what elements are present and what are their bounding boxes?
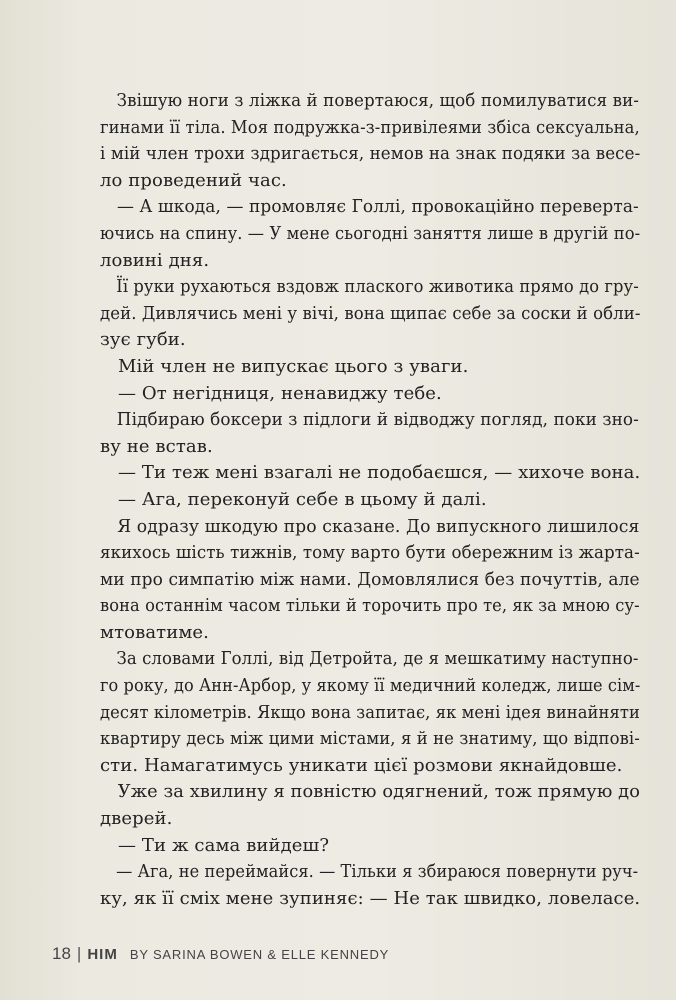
text-line: — Ти ж сама вийдеш? [118, 834, 330, 856]
text-line: — От негідниця, ненавиджу тебе. [118, 382, 442, 404]
paragraph [100, 407, 640, 460]
paragraph [100, 646, 640, 779]
page-number: 18 [52, 944, 71, 963]
text-line: якихось шість тижнів, тому варто бути обережним із жарта- [100, 542, 640, 564]
paragraph [100, 487, 640, 514]
text-line: ло проведений час. [100, 169, 287, 191]
paragraph [100, 514, 640, 647]
book-authors: BY SARINA BOWEN & ELLE KENNEDY [129, 946, 390, 962]
text-line: — Ти теж мені взагалі не подобаєшся, — хихоче вона. [118, 462, 641, 484]
text-line: ву не встав. [100, 435, 213, 457]
text-line: Її руки рухаються вздовж плаского животика прямо до гру- [116, 276, 639, 298]
paragraph [100, 460, 640, 487]
paragraph [100, 194, 640, 274]
text-line: десят кілометрів. Якщо вона запитає, як мені ідея винайняти [100, 701, 640, 723]
paragraph [100, 274, 640, 354]
text-line: сти. Намагатимусь уникати цієї розмови якнайдовше. [100, 754, 623, 776]
paragraph [100, 859, 640, 912]
text-line: зує губи. [100, 329, 186, 351]
text-line: Підбираю боксери з підлоги й відводжу погляд, поки зно- [116, 409, 639, 431]
text-line: вона останнім часом тільки й торочить про те, як за мною су- [100, 595, 640, 617]
paragraph [100, 354, 640, 381]
book-title: HIM [87, 945, 118, 963]
text-line: дей. Дивлячись мені у вічі, вона щипає себе за соски й обли- [100, 302, 641, 324]
footer-separator: | [76, 944, 82, 963]
page-footer [52, 944, 389, 964]
text-line: дверей. [100, 808, 173, 830]
text-line: — Ага, переконуй себе в цьому й далі. [118, 488, 487, 510]
text-line: Уже за хвилину я повністю одягнений, тож прямую до [117, 781, 640, 803]
text-line: За словами Голлі, від Детройта, де я мешкатиму наступно- [116, 648, 639, 670]
text-line: Мій член не випускає цього з уваги. [118, 355, 469, 377]
text-line: гинами її тіла. Моя подружка-з-привілеями збіса сексуальна, [100, 116, 640, 138]
text-line: Я одразу шкодую про сказане. До випускного лишилося [117, 515, 640, 537]
text-line: Звішую ноги з ліжка й повертаюся, щоб помилуватися ви- [116, 90, 640, 111]
text-line: — Ага, не переймайся. — Тільки я збираюся повернути руч- [116, 861, 639, 883]
text-line: го року, до Анн-Арбор, у якому її медичний коледж, лише сім- [100, 675, 641, 697]
text-line: ловині дня. [100, 249, 210, 271]
paragraph [100, 833, 640, 860]
text-line: ми про симпатію між нами. Домовлялися без почуттів, але [100, 568, 640, 590]
paragraph [100, 88, 640, 194]
text-line: мтоватиме. [100, 621, 209, 643]
body-text [100, 88, 640, 912]
paragraph [100, 779, 640, 832]
text-line: — А шкода, — промовляє Голлі, провокаційно переверта- [116, 196, 639, 218]
text-line: квартиру десь між цими містами, я й не знатиму, що відпові- [100, 728, 640, 750]
paragraph [100, 381, 640, 408]
text-line: і мій член трохи здригається, немов на знак подяки за весе- [100, 143, 641, 165]
text-line: ку, як її сміх мене зупиняє: — Не так швидко, ловеласе. [100, 887, 641, 909]
text-line: ючись на спину. — У мене сьогодні заняття лише в другій по- [100, 222, 641, 244]
